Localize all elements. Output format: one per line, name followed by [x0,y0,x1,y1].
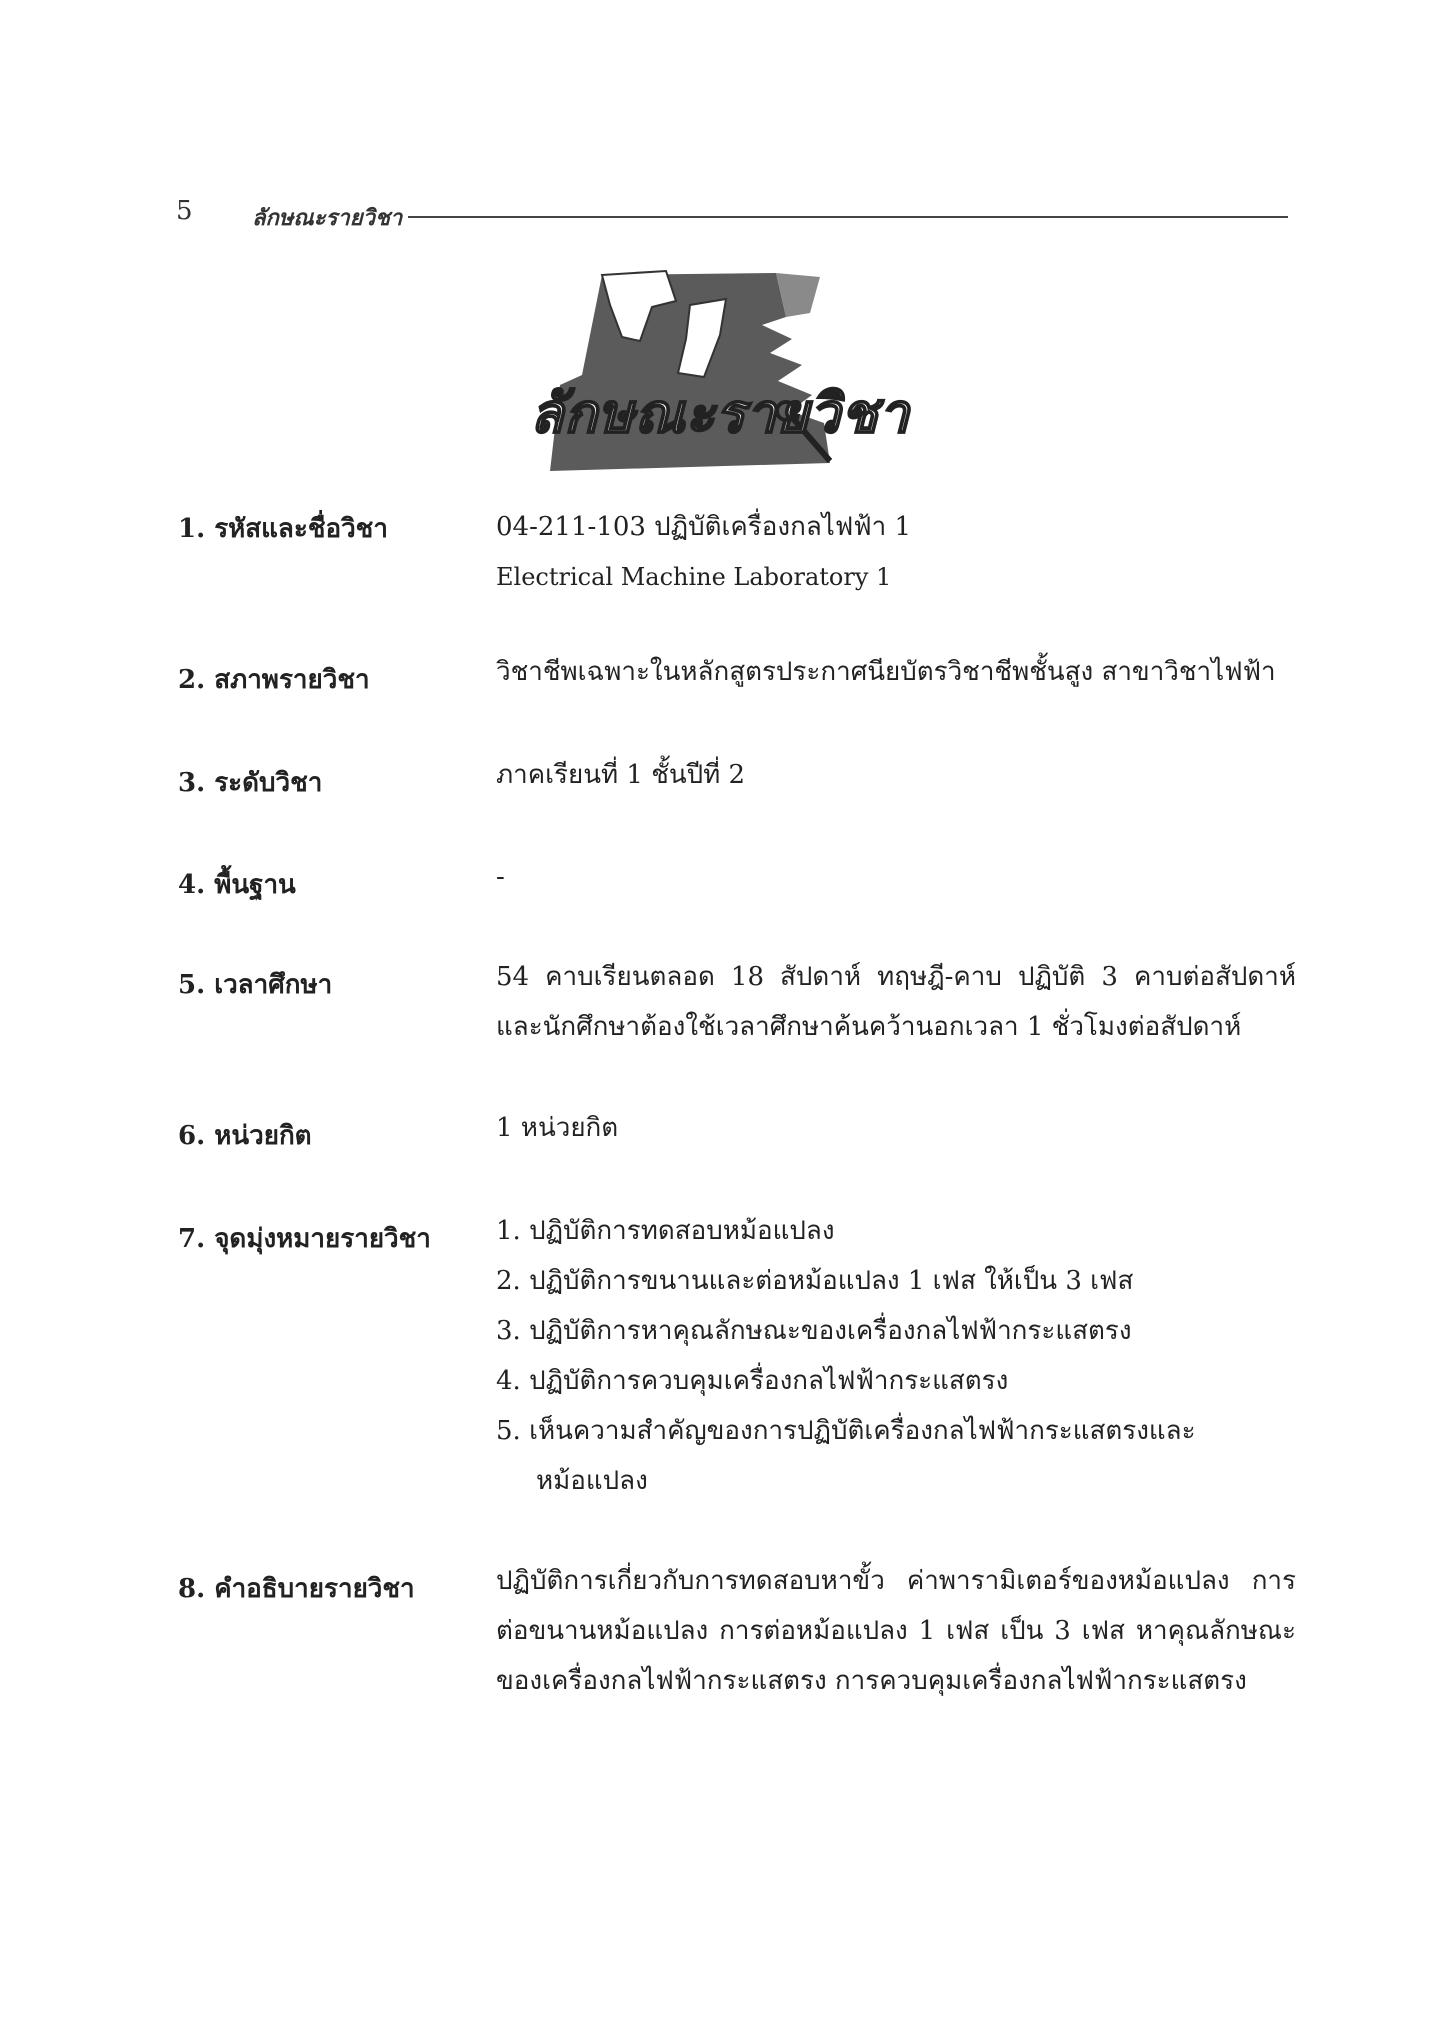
header-title: ลักษณะรายวิชา [252,205,403,231]
section-content: วิชาชีพเฉพาะในหลักสูตรประกาศนียบัตรวิชาชีพชั้นสูง สาขาวิชาไฟฟ้า [496,657,1276,687]
list-item: 5. เห็นความสำคัญของการปฏิบัติเครื่องกลไฟฟ้ากระแสตรงและหม้อแปลง [496,1416,1196,1496]
section-content [496,1556,1296,1706]
section-label: 4. พื้นฐาน [178,870,296,900]
description-text: ปฏิบัติการเกี่ยวกับการทดสอบหาขั้ว ค่าพารามิเตอร์ของหม้อแปลง การต่อขนานหม้อแปลง การต่อหม้อแปลง 1 เฟส เป็น 3 เฟส หาคุณลักษณะของเครื่องกลไฟฟ้ากระแสตรง การควบคุมเครื่องกลไฟฟ้ากระแสตรง [496,1566,1296,1696]
section-label: 7. จุดมุ่งหมายรายวิชา [178,1224,431,1254]
banner [490,265,950,475]
list-item: 2. ปฏิบัติการขนานและต่อหม้อแปลง 1 เฟส ให้เป็น 3 เฟส [496,1266,1134,1296]
section-label: 6. หน่วยกิต [178,1121,312,1151]
list-item: 3. ปฏิบัติการหาคุณลักษณะของเครื่องกลไฟฟ้ากระแสตรง [496,1316,1132,1346]
section-label: 8. คำอธิบายรายวิชา [178,1574,415,1604]
header-rule [408,216,1288,218]
running-header [176,196,1288,236]
course-code-line: 04-211-103 ปฏิบัติเครื่องกลไฟฟ้า 1 [496,512,912,542]
list-item: 1. ปฏิบัติการทดสอบหม้อแปลง [496,1216,835,1246]
section-label: 1. รหัสและชื่อวิชา [178,514,388,544]
objectives-list [496,1206,1296,1506]
section-content [496,952,1296,1052]
section-content [496,502,1296,602]
page-number: 5 [176,196,193,226]
list-item: 4. ปฏิบัติการควบคุมเครื่องกลไฟฟ้ากระแสตรง [496,1366,1009,1396]
section-content: - [496,862,505,892]
section-label: 3. ระดับวิชา [178,768,323,798]
section-content: ภาคเรียนที่ 1 ชั้นปีที่ 2 [496,760,746,790]
section-label: 2. สภาพรายวิชา [178,665,370,695]
study-time-text: 54 คาบเรียนตลอด 18 สัปดาห์ ทฤษฎี-คาบ ปฏิบัติ 3 คาบต่อสัปดาห์ และนักศึกษาต้องใช้เวลาศึกษาค้นคว้านอกเวลา 1 ชั่วโมงต่อสัปดาห์ [496,962,1296,1042]
section-label: 5. เวลาศึกษา [178,970,333,1000]
section-content: 1 หน่วยกิต [496,1113,619,1143]
banner-text: ลักษณะรายวิชา [530,382,910,445]
course-name-english: Electrical Machine Laboratory 1 [496,563,892,591]
